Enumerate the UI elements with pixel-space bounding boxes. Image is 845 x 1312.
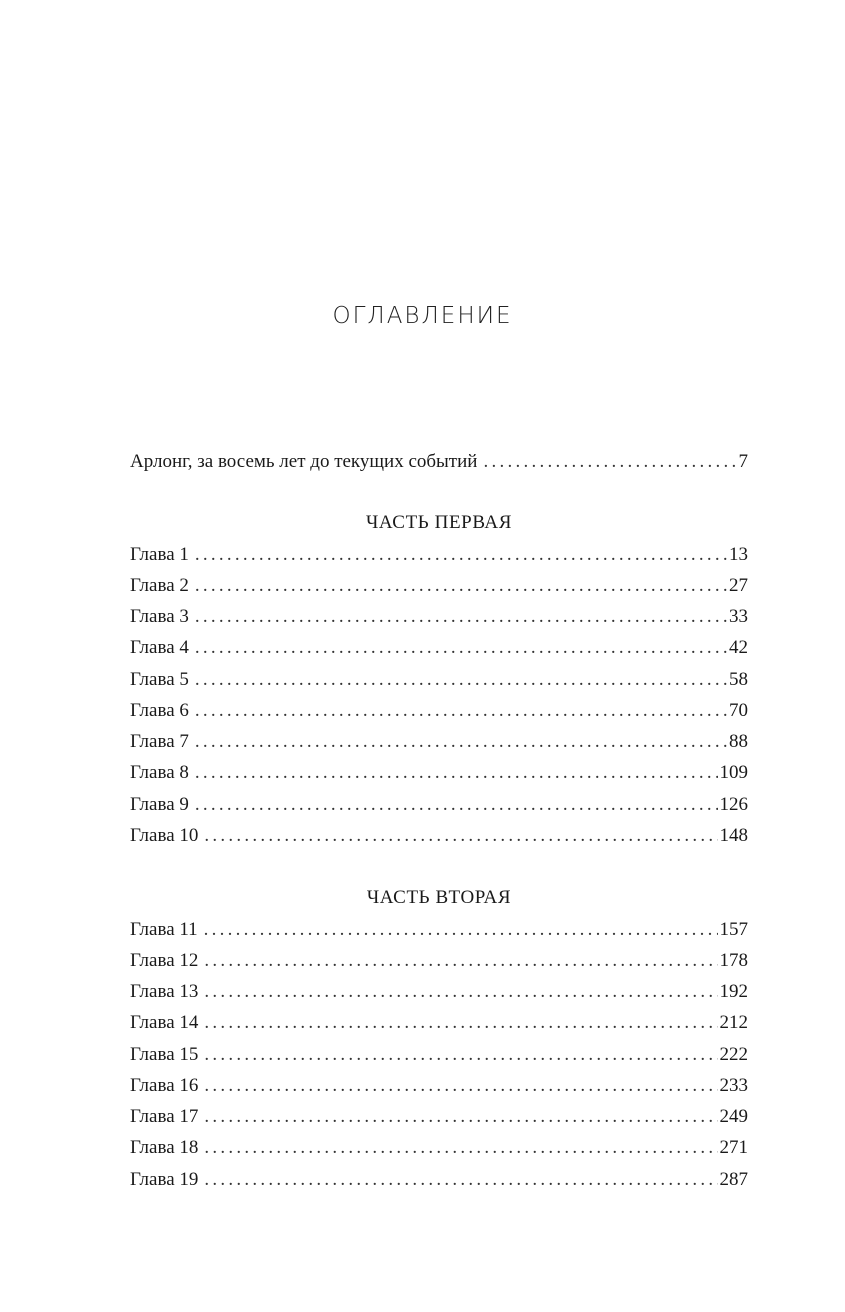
dot-leader bbox=[204, 1104, 717, 1130]
toc-entry-label: Глава 3 bbox=[130, 606, 189, 627]
dot-leader bbox=[204, 1042, 717, 1068]
toc-entry-page: 157 bbox=[719, 919, 748, 940]
toc-entry-page: 178 bbox=[719, 950, 748, 971]
toc-entry-label: Глава 5 bbox=[130, 669, 189, 690]
toc-entry-label: Глава 13 bbox=[130, 981, 199, 1002]
toc-entry-page: 212 bbox=[719, 1012, 748, 1033]
dot-leader bbox=[195, 760, 718, 786]
toc-entry-chapter-14[interactable] bbox=[130, 1010, 748, 1036]
dot-leader bbox=[204, 979, 717, 1005]
toc-entry-label: Глава 4 bbox=[130, 637, 189, 658]
dot-leader bbox=[483, 449, 736, 475]
toc-entry-chapter-6[interactable] bbox=[130, 698, 748, 724]
page-title: ОГЛАВЛЕНИЕ bbox=[332, 303, 513, 329]
toc-entry-label: Глава 9 bbox=[130, 794, 189, 815]
dot-leader bbox=[195, 573, 727, 599]
toc-entry-page: 13 bbox=[729, 544, 748, 565]
toc-entry-page: 148 bbox=[719, 825, 748, 846]
toc-entry-page: 126 bbox=[719, 794, 748, 815]
toc-entry-chapter-3[interactable] bbox=[130, 604, 748, 630]
toc-entry-page: 27 bbox=[729, 575, 748, 596]
toc-entry-label: Глава 17 bbox=[130, 1106, 199, 1127]
dot-leader bbox=[204, 1010, 717, 1036]
dot-leader bbox=[204, 1135, 717, 1161]
dot-leader bbox=[204, 1167, 717, 1193]
toc-entry-chapter-7[interactable] bbox=[130, 729, 748, 755]
toc-entry-label: Глава 1 bbox=[130, 544, 189, 565]
toc-entry-chapter-11[interactable] bbox=[130, 917, 748, 943]
dot-leader bbox=[204, 1073, 717, 1099]
toc-entry-page: 58 bbox=[729, 669, 748, 690]
toc-entry-page: 70 bbox=[729, 700, 748, 721]
toc-entry-prologue[interactable] bbox=[130, 449, 748, 475]
toc-entry-label: Глава 16 bbox=[130, 1075, 199, 1096]
toc-entry-chapter-15[interactable] bbox=[130, 1042, 748, 1068]
toc-entry-label: Глава 12 bbox=[130, 950, 199, 971]
toc-entry-chapter-1[interactable] bbox=[130, 542, 748, 568]
toc-entry-label: Арлонг, за восемь лет до текущих событий bbox=[130, 451, 478, 472]
toc-entry-chapter-16[interactable] bbox=[130, 1073, 748, 1099]
toc-entry-chapter-5[interactable] bbox=[130, 667, 748, 693]
dot-leader bbox=[195, 604, 727, 630]
toc-entry-page: 233 bbox=[719, 1075, 748, 1096]
toc-entry-label: Глава 14 bbox=[130, 1012, 199, 1033]
toc-entry-label: Глава 8 bbox=[130, 762, 189, 783]
toc-entry-label: Глава 19 bbox=[130, 1169, 199, 1190]
toc-entry-chapter-10[interactable] bbox=[130, 823, 748, 849]
dot-leader bbox=[204, 948, 717, 974]
toc-entry-chapter-4[interactable] bbox=[130, 635, 748, 661]
dot-leader bbox=[195, 729, 727, 755]
dot-leader bbox=[195, 635, 727, 661]
dot-leader bbox=[195, 667, 727, 693]
part-heading-2: ЧАСТЬ ВТОРАЯ bbox=[366, 887, 512, 908]
toc-entry-chapter-13[interactable] bbox=[130, 979, 748, 1005]
dot-leader bbox=[195, 542, 727, 568]
toc-entry-chapter-19[interactable] bbox=[130, 1167, 748, 1193]
dot-leader bbox=[204, 917, 718, 943]
toc-entry-page: 287 bbox=[719, 1169, 748, 1190]
toc-entry-chapter-18[interactable] bbox=[130, 1135, 748, 1161]
toc-entry-page: 42 bbox=[729, 637, 748, 658]
toc-entry-label: Глава 15 bbox=[130, 1044, 199, 1065]
toc-entry-chapter-8[interactable] bbox=[130, 760, 748, 786]
toc-entry-page: 109 bbox=[719, 762, 748, 783]
toc-entry-label: Глава 10 bbox=[130, 825, 199, 846]
toc-entry-label: Глава 18 bbox=[130, 1137, 199, 1158]
toc-entry-chapter-12[interactable] bbox=[130, 948, 748, 974]
dot-leader bbox=[204, 823, 717, 849]
dot-leader bbox=[195, 792, 718, 818]
toc-entry-page: 88 bbox=[729, 731, 748, 752]
toc-entry-chapter-9[interactable] bbox=[130, 792, 748, 818]
toc-entry-label: Глава 11 bbox=[130, 919, 198, 940]
toc-entry-page: 7 bbox=[738, 451, 748, 472]
toc-entry-chapter-2[interactable] bbox=[130, 573, 748, 599]
toc-entry-page: 271 bbox=[719, 1137, 748, 1158]
toc-entry-chapter-17[interactable] bbox=[130, 1104, 748, 1130]
dot-leader bbox=[195, 698, 727, 724]
toc-entry-page: 222 bbox=[719, 1044, 748, 1065]
toc-entry-label: Глава 2 bbox=[130, 575, 189, 596]
toc-entry-label: Глава 6 bbox=[130, 700, 189, 721]
toc-entry-page: 249 bbox=[719, 1106, 748, 1127]
toc-entry-page: 33 bbox=[729, 606, 748, 627]
part-heading-1: ЧАСТЬ ПЕРВАЯ bbox=[365, 512, 513, 533]
toc-entry-page: 192 bbox=[719, 981, 748, 1002]
toc-entry-label: Глава 7 bbox=[130, 731, 189, 752]
